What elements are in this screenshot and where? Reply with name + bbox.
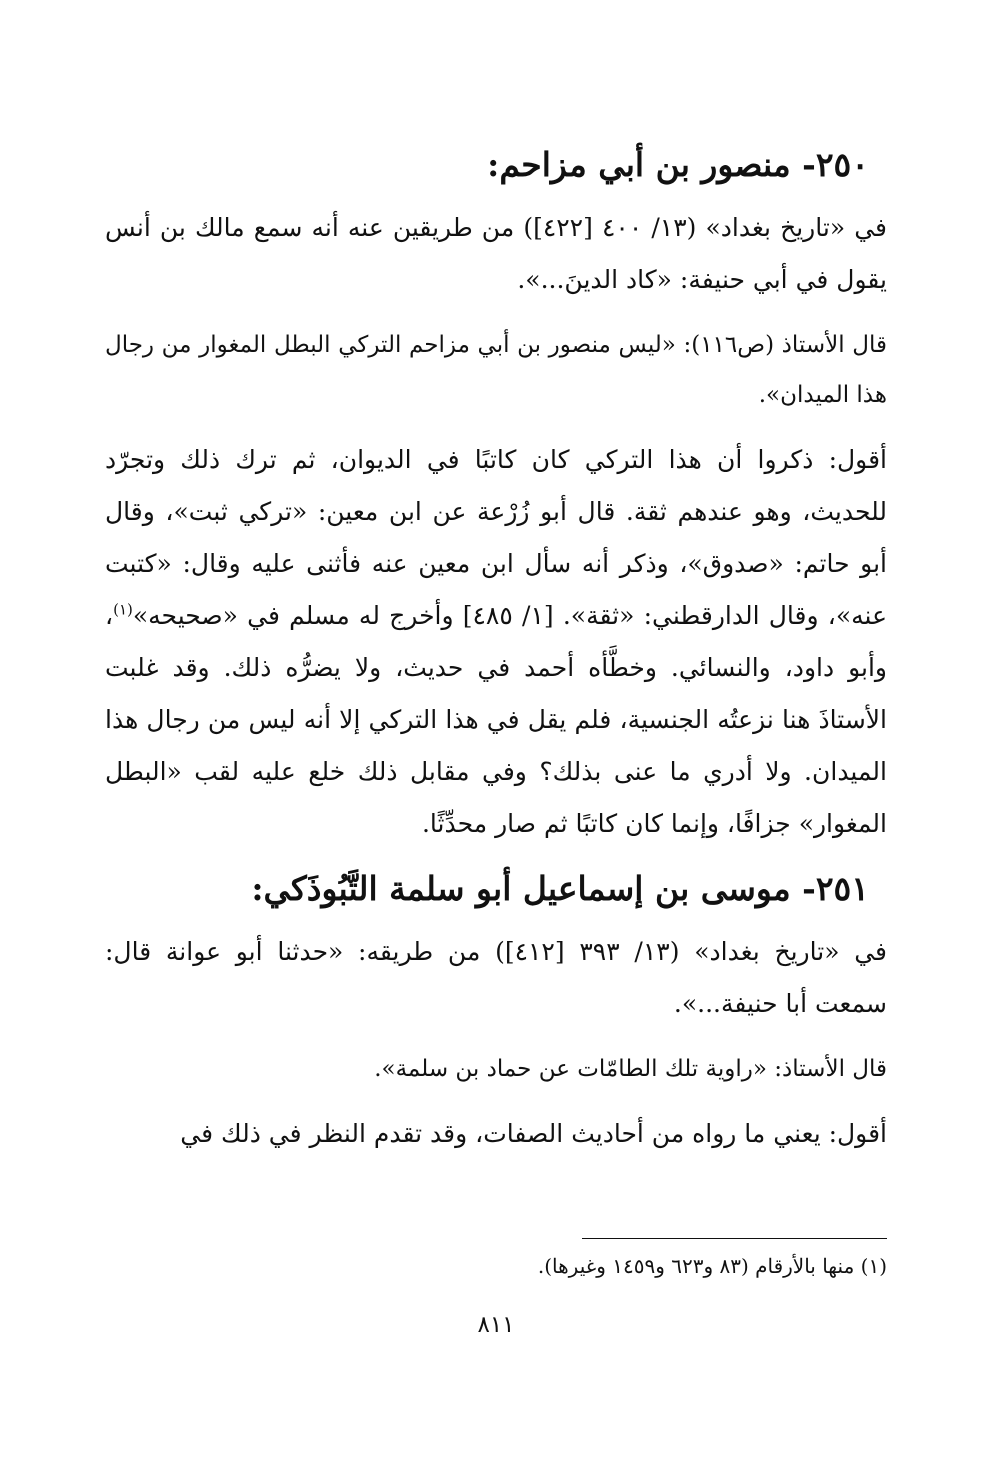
entry-250-reply: [105, 434, 887, 850]
page-number: ٨١١: [477, 1312, 515, 1338]
entry-250-source: في «تاريخ بغداد» (١٣/ ٤٠٠ [٤٢٢]) من طريقين عنه أنه سمع مالك بن أنس يقول في أبي حنيفة: «كاد الدينَ...».: [105, 213, 887, 294]
entry-251-source: في «تاريخ بغداد» (١٣/ ٣٩٣ [٤١٢]) من طريقه: «حدثنا أبو عوانة قال: سمعت أبا حنيفة...».: [105, 937, 888, 1018]
page-body: [105, 140, 887, 1174]
entry-250-reply-part2: ، وأبو داود، والنسائي. وخطَّأه أحمد في حديث، ولا يضرُّه ذلك. وقد غلبت الأستاذَ هنا نزعتُه الجنسية، فلم يقل في هذا التركي إلا أنه ليس من رجال هذا الميدان. ولا أدري ما عنى بذلك؟ وفي مقابل ذلك خلع عليه لقب «البطل المغوار» جزافًا، وإنما كان كاتبًا ثم صار محدِّثًا.: [105, 601, 887, 838]
entry-250-ustadh-quote: قال الأستاذ (ص١١٦): «ليس منصور بن أبي مزاحم التركي البطل المغوار من رجال هذا الميدان».: [105, 332, 887, 408]
entry-250-heading: ٢٥٠- منصور بن أبي مزاحم:: [487, 145, 869, 184]
entry-250-reply-part1: أقول: ذكروا أن هذا التركي كان كاتبًا في الديوان، ثم ترك ذلك وتجرّد للحديث، وهو عندهم ثقة. قال أبو زُرْعة عن ابن معين: «تركي ثبت»، وقال أبو حاتم: «صدوق»، وذكر أنه سأل ابن معين عنه فأثنى عليه وقال: «كتبت عنه»، وقال الدارقطني: «ثقة». [١/ ٤٨٥] وأخرج له مسلم في «صحيحه»: [105, 445, 887, 630]
entry-251-reply: أقول: يعني ما رواه من أحاديث الصفات، وقد تقدم النظر في ذلك في: [180, 1119, 887, 1148]
entry-251-heading: ٢٥١- موسى بن إسماعيل أبو سلمة التَّبُوذَكي:: [251, 869, 869, 908]
footnote-divider: [582, 1238, 887, 1239]
entry-251-ustadh-quote: قال الأستاذ: «راوية تلك الطامّات عن حماد بن سلمة».: [374, 1056, 887, 1082]
footnote: (١) منها بالأرقام (٨٣ و٦٢٣ و١٤٥٩ وغيرها).: [537, 1254, 887, 1278]
footnote-ref: (١): [113, 600, 133, 619]
